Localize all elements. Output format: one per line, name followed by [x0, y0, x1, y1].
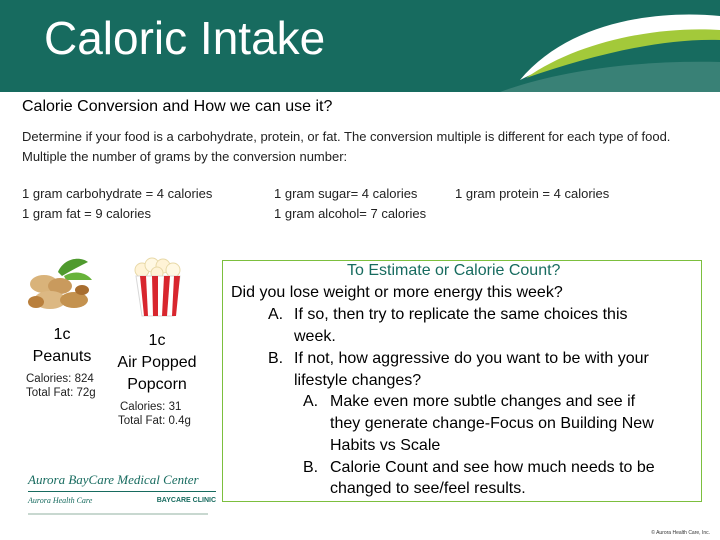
- section-subtitle: Calorie Conversion and How we can use it?: [22, 98, 333, 115]
- list-item-a-line-1: If so, then try to replicate the same choices this: [294, 306, 628, 323]
- conversion-protein: 1 gram protein = 4 calories: [455, 186, 610, 201]
- sublist-item-a-line-1: Make even more subtle changes and see if: [330, 393, 636, 410]
- food-item-peanuts: [26, 324, 98, 400]
- list-item-b-line-1: If not, how aggressive do you want to be with your: [294, 350, 649, 367]
- header-bar: [0, 0, 720, 92]
- sublist-marker-a: A.: [303, 393, 319, 410]
- food-qty: 1c: [53, 326, 71, 343]
- intro-text: [22, 127, 702, 166]
- conversion-sugar: 1 gram sugar= 4 calories: [274, 186, 418, 201]
- copyright-text: © Aurora Health Care, Inc.: [651, 530, 710, 536]
- panel-question: Did you lose weight or more energy this week?: [231, 284, 563, 301]
- food-name-line-2: Popcorn: [127, 376, 187, 393]
- swoosh-decoration-icon: [490, 0, 720, 92]
- food-qty: 1c: [148, 332, 166, 349]
- list-item-b-line-2: lifestyle changes?: [294, 372, 422, 389]
- intro-line-1: Determine if your food is a carbohydrate, protein, or fat. The conversion multiple is different for each type of food.: [22, 129, 671, 144]
- intro-line-2: Multiple the number of grams by the conversion number:: [22, 148, 348, 164]
- food-item-popcorn: [110, 330, 204, 428]
- food-calories: Calories: 31: [120, 401, 182, 413]
- page-title: Caloric Intake: [44, 12, 326, 64]
- food-fat: Total Fat: 0.4g: [118, 415, 191, 427]
- sublist-item-b-line-2: changed to see/feel results.: [330, 480, 526, 497]
- logo-left-sub: Aurora Health Care: [28, 496, 93, 505]
- sublist-marker-b: B.: [303, 459, 319, 476]
- food-name-line-1: Air Popped: [117, 354, 197, 371]
- list-marker-b: B.: [268, 350, 284, 367]
- conversion-carb: 1 gram carbohydrate = 4 calories: [22, 186, 213, 201]
- logo-fine-print-line: [28, 513, 208, 515]
- aurora-baycare-logo: [28, 472, 216, 528]
- list-item-a-line-2: week.: [294, 328, 336, 345]
- logo-sub-row: [28, 496, 216, 505]
- sublist-item-b-line-1: Calorie Count and see how much needs to be: [330, 459, 655, 476]
- peanuts-icon: [24, 256, 96, 314]
- popcorn-icon: [130, 256, 186, 318]
- conversion-alcohol: 1 gram alcohol= 7 calories: [274, 206, 427, 221]
- food-fat: Total Fat: 72g: [26, 387, 96, 399]
- list-marker-a: A.: [268, 306, 284, 323]
- food-calories: Calories: 824: [26, 373, 94, 385]
- panel-heading: To Estimate or Calorie Count?: [347, 262, 561, 279]
- sublist-item-a-line-3: Habits vs Scale: [330, 437, 441, 454]
- logo-divider: [28, 491, 216, 492]
- conversion-fat: 1 gram fat = 9 calories: [22, 206, 151, 221]
- sublist-item-a-line-2: they generate change-Focus on Building New: [330, 415, 654, 432]
- logo-main-text: Aurora BayCare Medical Center: [28, 472, 199, 487]
- food-name: Peanuts: [32, 348, 92, 365]
- logo-right-sub: BAYCARE CLINIC: [156, 497, 216, 504]
